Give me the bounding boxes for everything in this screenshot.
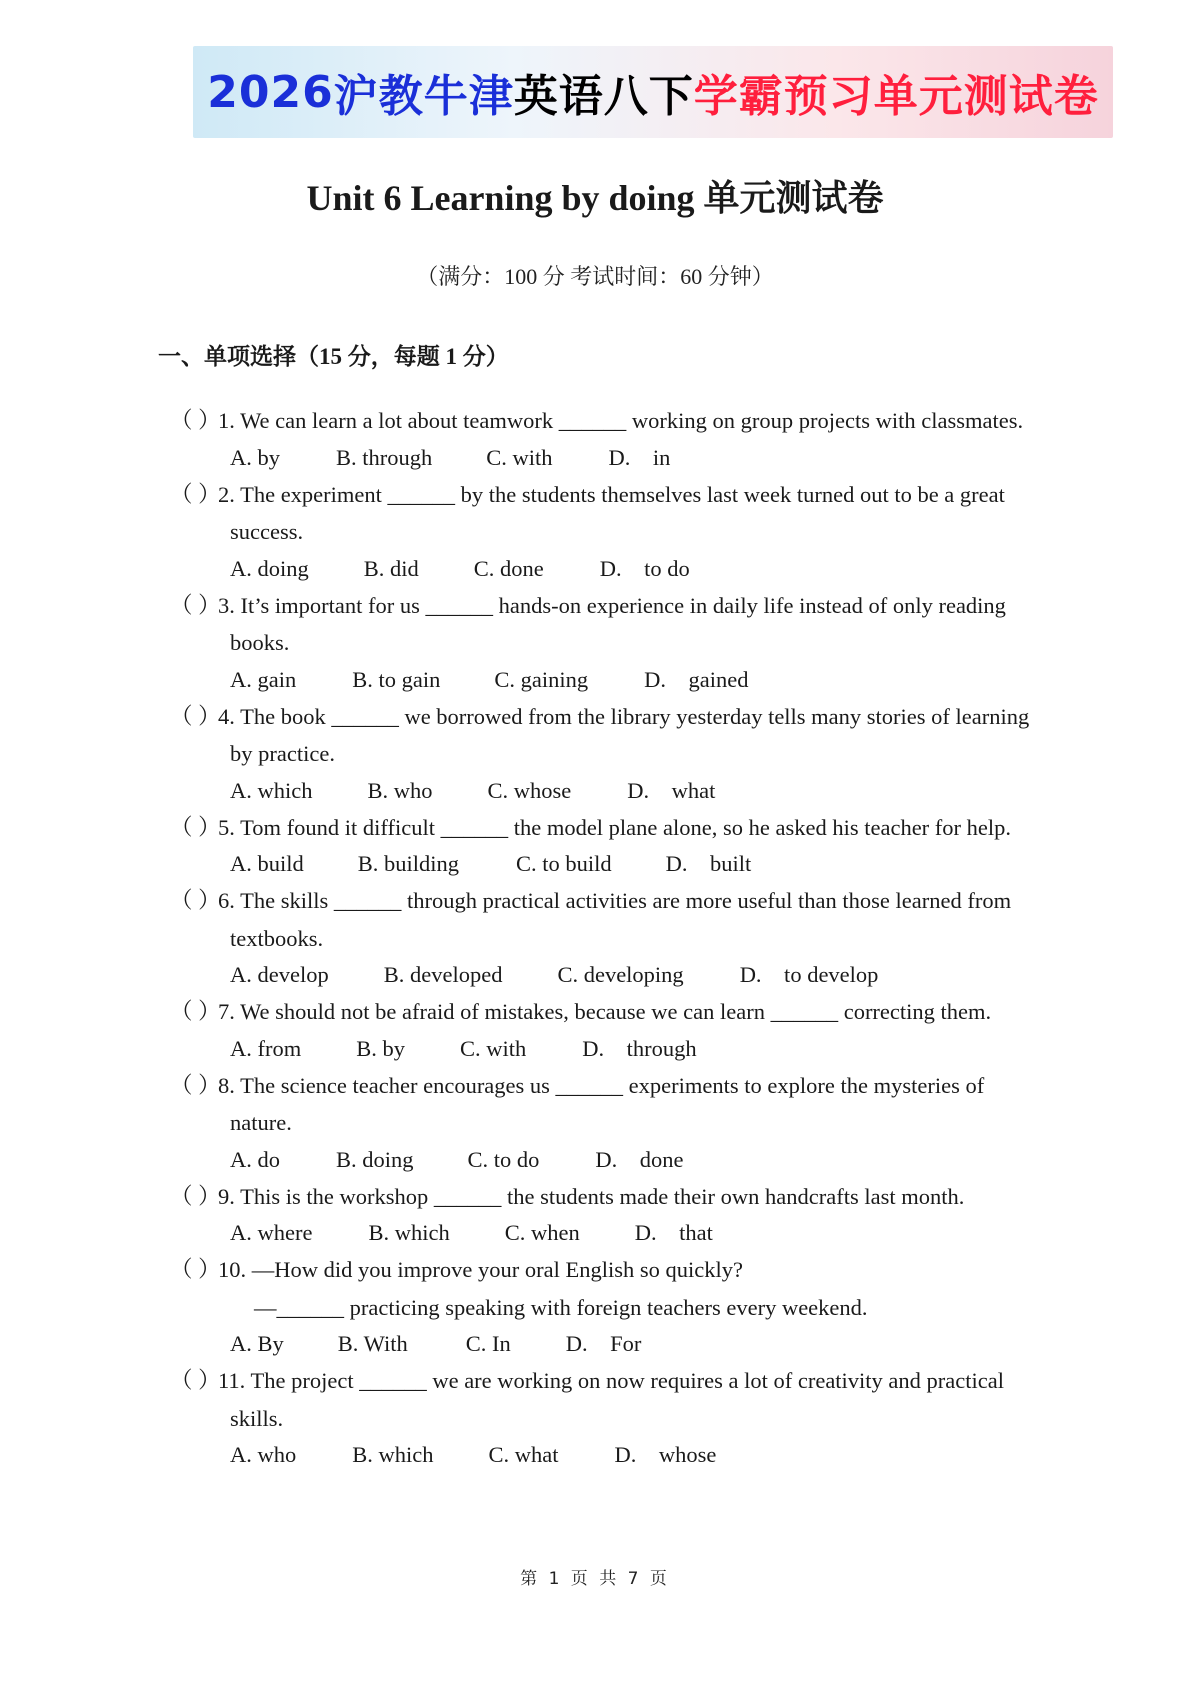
- option-b[interactable]: B. which: [352, 1442, 434, 1467]
- question-2: [170, 476, 1050, 587]
- option-row: [170, 1031, 1050, 1067]
- option-a[interactable]: A. by: [230, 444, 280, 470]
- banner-subject: 英语八下: [513, 71, 694, 122]
- option-d[interactable]: D. to do: [599, 555, 690, 581]
- option-b[interactable]: B. which: [368, 1220, 450, 1245]
- question-7: [170, 993, 1050, 1067]
- option-row: [170, 1326, 1050, 1362]
- question-1: [170, 402, 1050, 476]
- option-b[interactable]: B. did: [363, 555, 419, 581]
- option-d[interactable]: D. in: [608, 444, 671, 470]
- option-c[interactable]: C. done: [473, 555, 544, 581]
- option-c[interactable]: C. to build: [516, 851, 612, 876]
- option-b[interactable]: B. who: [367, 777, 433, 803]
- option-a[interactable]: A. which: [230, 777, 313, 803]
- option-row: [170, 440, 1050, 476]
- option-d[interactable]: D. that: [634, 1220, 713, 1245]
- option-d[interactable]: D. what: [627, 777, 716, 803]
- option-c[interactable]: C. gaining: [494, 666, 589, 692]
- banner: [193, 46, 1113, 138]
- question-stem: 10. —How did you improve your oral English so quickly?: [218, 1257, 743, 1282]
- option-b[interactable]: B. building: [357, 851, 460, 876]
- option-d[interactable]: D. whose: [614, 1442, 717, 1467]
- option-d[interactable]: D. done: [595, 1146, 684, 1172]
- question-stem: 6. The skills ______ through practical activities are more useful than those learned from textbooks.: [218, 888, 1012, 951]
- option-b[interactable]: B. With: [337, 1331, 408, 1356]
- banner-year: 2026: [207, 66, 334, 118]
- answer-blank[interactable]: （ ）: [170, 592, 221, 618]
- option-d[interactable]: D. For: [565, 1331, 642, 1356]
- option-row: [170, 957, 1050, 993]
- option-d[interactable]: D. gained: [644, 666, 749, 692]
- answer-blank[interactable]: （ ）: [170, 481, 221, 507]
- question-9: [170, 1178, 1050, 1252]
- option-a[interactable]: A. from: [230, 1035, 302, 1061]
- option-d[interactable]: D. to develop: [739, 962, 879, 987]
- option-row: [170, 551, 1050, 587]
- answer-blank[interactable]: （ ）: [170, 1257, 221, 1282]
- answer-blank[interactable]: （ ）: [170, 1072, 221, 1098]
- option-row: [170, 1437, 1050, 1473]
- option-a[interactable]: A. where: [230, 1220, 313, 1245]
- option-d[interactable]: D. built: [665, 851, 752, 876]
- option-c[interactable]: C. whose: [487, 777, 572, 803]
- option-d[interactable]: D. through: [582, 1035, 697, 1061]
- option-b[interactable]: B. doing: [336, 1146, 414, 1172]
- option-b[interactable]: B. to gain: [352, 666, 441, 692]
- question-5: [170, 809, 1050, 883]
- question-3: [170, 587, 1050, 698]
- question-8: [170, 1067, 1050, 1178]
- option-c[interactable]: C. developing: [557, 962, 684, 987]
- option-a[interactable]: A. build: [230, 851, 304, 876]
- question-stem: 2. The experiment ______ by the students themselves last week turned out to be a great success.: [218, 481, 1005, 544]
- option-row: [170, 662, 1050, 698]
- option-c[interactable]: C. with: [460, 1035, 527, 1061]
- banner-publisher: 沪教牛津: [333, 71, 514, 122]
- question-stem: 4. The book ______ we borrowed from the library yesterday tells many stories of learning by practice.: [218, 703, 1030, 766]
- exam-info: （满分：100 分 考试时间：60 分钟）: [416, 264, 774, 289]
- question-stem: 8. The science teacher encourages us ______ experiments to explore the mysteries of nature.: [218, 1072, 985, 1135]
- option-c[interactable]: C. to do: [467, 1146, 540, 1172]
- option-a[interactable]: A. do: [230, 1146, 280, 1172]
- answer-blank[interactable]: （ ）: [170, 703, 221, 729]
- question-stem: 11. The project ______ we are working on now requires a lot of creativity and practical skills.: [218, 1368, 1004, 1431]
- question-6: [170, 882, 1050, 993]
- question-stem: 7. We should not be afraid of mistakes, because we can learn ______ correcting them.: [218, 999, 992, 1024]
- option-c[interactable]: C. when: [504, 1220, 580, 1245]
- answer-blank[interactable]: （ ）: [170, 408, 221, 433]
- option-b[interactable]: B. through: [336, 444, 433, 470]
- option-row: [170, 1215, 1050, 1251]
- option-a[interactable]: A. develop: [230, 962, 329, 987]
- answer-blank[interactable]: （ ）: [170, 888, 221, 913]
- page-title: Unit 6 Learning by doing 单元测试卷: [306, 178, 884, 218]
- question-reply: —______ practicing speaking with foreign teachers every weekend.: [254, 1294, 868, 1320]
- option-a[interactable]: A. gain: [230, 666, 297, 692]
- answer-blank[interactable]: （ ）: [170, 814, 221, 840]
- option-b[interactable]: B. developed: [383, 962, 503, 987]
- option-c[interactable]: C. with: [486, 444, 553, 470]
- option-row: [170, 773, 1050, 809]
- option-a[interactable]: A. who: [230, 1442, 297, 1467]
- answer-blank[interactable]: （ ）: [170, 999, 221, 1024]
- option-c[interactable]: C. what: [488, 1442, 559, 1467]
- option-b[interactable]: B. by: [356, 1035, 406, 1061]
- option-row: [170, 1142, 1050, 1178]
- question-stem: 5. Tom found it difficult ______ the model plane alone, so he asked his teacher for help.: [218, 814, 1012, 840]
- option-row: [170, 846, 1050, 882]
- banner-test-name: 学霸预习单元测试卷: [693, 71, 1099, 122]
- question-stem: 9. This is the workshop ______ the students made their own handcrafts last month.: [218, 1183, 965, 1209]
- answer-blank[interactable]: （ ）: [170, 1368, 221, 1393]
- question-stem: 1. We can learn a lot about teamwork ______ working on group projects with classmates.: [218, 408, 1024, 433]
- section-title: 一、单项选择（15 分，每题 1 分）: [158, 344, 509, 369]
- option-c[interactable]: C. In: [465, 1331, 511, 1356]
- option-a[interactable]: A. By: [230, 1331, 284, 1356]
- question-stem: 3. It’s important for us ______ hands-on experience in daily life instead of only reading books.: [218, 592, 1006, 655]
- question-4: [170, 698, 1050, 809]
- page-footer: 第 1 页 共 7 页: [520, 1569, 670, 1589]
- answer-blank[interactable]: （ ）: [170, 1183, 221, 1209]
- option-a[interactable]: A. doing: [230, 555, 309, 581]
- question-11: [170, 1362, 1050, 1473]
- question-10: [170, 1251, 1050, 1362]
- question-list: [170, 402, 1050, 1473]
